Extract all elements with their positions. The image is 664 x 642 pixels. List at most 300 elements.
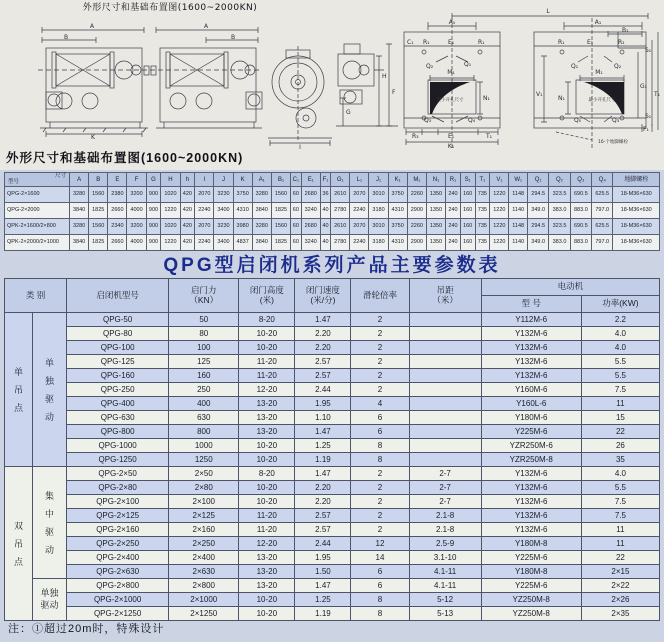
param-cell-ratio: 8 [351, 593, 409, 607]
param-cell-motor: Y225M-6 [481, 551, 581, 565]
dim-value-cell: 349.0 [527, 235, 548, 251]
param-cell-speed: 1.47 [295, 467, 351, 481]
param-cell-height: 8-20 [239, 467, 295, 481]
param-cell-motor: Y225M-6 [481, 579, 581, 593]
dim-value-cell: 735 [475, 203, 490, 219]
dim-value-cell: 3200 [127, 187, 146, 203]
dim-value-cell: 60 [291, 203, 302, 219]
param-cell-span: 5-13 [409, 607, 481, 621]
dim-value-cell: 2070 [195, 219, 214, 235]
hoist-side-view-left [40, 27, 148, 137]
param-cell-force: 160 [169, 369, 239, 383]
param-cell-ratio: 6 [351, 411, 409, 425]
dim-value-cell: 3840 [252, 235, 271, 251]
dim-column-header: R₁ [446, 173, 461, 187]
param-cell-speed: 1.47 [295, 579, 351, 593]
dim-value-cell: 1220 [490, 219, 509, 235]
param-row [5, 369, 660, 383]
param-cell-height: 11-20 [239, 369, 295, 383]
param-cell-model: QPG-2×1000 [67, 593, 169, 607]
param-cell-span: 2.1-8 [409, 523, 481, 537]
param-cell-motor: Y132M-6 [481, 509, 581, 523]
param-cell-force: 80 [169, 327, 239, 341]
dim-value-cell: 797.0 [592, 235, 613, 251]
dim-value-cell: 3400 [214, 203, 233, 219]
dim-label: Q₂ [614, 63, 622, 70]
param-cell-span [409, 327, 481, 341]
param-row [5, 411, 660, 425]
header-force [169, 279, 239, 313]
dim-value-cell: 2240 [195, 203, 214, 219]
pulley-drawing [268, 46, 332, 146]
dim-label: B₁ [622, 27, 629, 34]
param-cell-power: 4.0 [581, 341, 659, 355]
dim-column-header: B₁ [271, 173, 290, 187]
dim-value-cell: 3980 [233, 219, 252, 235]
dim-value-cell: 240 [446, 235, 461, 251]
dim-label: R₁ [423, 39, 430, 46]
dim-value-cell: 797.0 [592, 203, 613, 219]
param-cell-ratio: 2 [351, 341, 409, 355]
dim-value-cell: 3750 [388, 219, 407, 235]
dim-label: A₀ [448, 19, 456, 26]
dim-header-row [5, 173, 660, 187]
param-cell-power: 22 [581, 551, 659, 565]
dim-value-cell: 2660 [108, 235, 127, 251]
param-row [5, 397, 660, 411]
header-span-line1: 吊距 [436, 284, 454, 295]
dim-value-cell: 3180 [369, 235, 388, 251]
param-cell-motor: Y132M-6 [481, 355, 581, 369]
param-row [5, 495, 660, 509]
dim-label: A₁ [594, 19, 602, 26]
param-cell-model: QPG-2×1250 [67, 607, 169, 621]
dim-label: Q₃ [612, 117, 620, 124]
dim-value-cell: 18-M36×630 [613, 187, 660, 203]
dim-value-cell: 3200 [127, 219, 146, 235]
param-cell-speed: 2.20 [295, 327, 351, 341]
param-row [5, 593, 660, 607]
dim-label: I [299, 144, 301, 151]
dim-value-cell: 1020 [161, 219, 180, 235]
dim-value-cell: 2070 [350, 187, 369, 203]
param-cell-span [409, 425, 481, 439]
dim-column-header: Q₃ [570, 173, 591, 187]
param-cell-ratio: 2 [351, 313, 409, 327]
param-cell-power: 7.5 [581, 383, 659, 397]
dim-label: G₁ [640, 83, 648, 90]
param-cell-height: 11-20 [239, 509, 295, 523]
param-cell-force: 1250 [169, 453, 239, 467]
header-power: 功率(KW) [581, 296, 659, 313]
dim-label: B [230, 34, 236, 41]
dim-value-cell: 1140 [509, 235, 528, 251]
hoist-side-view-right [144, 27, 262, 128]
dim-column-header: J [214, 173, 233, 187]
anchor-bolts-annotation: 16-个地脚螺栓 [598, 140, 628, 145]
header-motor-group: 电动机 [481, 279, 659, 296]
dim-value-cell: 3010 [369, 219, 388, 235]
param-cell-speed: 2.20 [295, 481, 351, 495]
param-cell-span: 2.1-8 [409, 509, 481, 523]
param-cell-model: QPG-250 [67, 383, 169, 397]
param-row [5, 341, 660, 355]
dim-value-cell: 240 [446, 219, 461, 235]
dim-model-cell: QPK-2×1600/2×800 [5, 219, 70, 235]
param-cell-motor: Y160L-6 [481, 397, 581, 411]
dim-model-cell: QPG-2×1600 [5, 187, 70, 203]
header-span-unit: （米） [432, 294, 458, 305]
param-cell-model: QPG-2×250 [67, 537, 169, 551]
dim-label: E₁ [587, 39, 594, 46]
dim-column-header: M₁ [407, 173, 426, 187]
dim-value-cell: 1560 [271, 187, 290, 203]
param-cell-ratio: 8 [351, 453, 409, 467]
dim-value-cell: 323.5 [549, 187, 570, 203]
dim-corner-cell [5, 173, 70, 187]
param-cell-ratio: 2 [351, 523, 409, 537]
dim-value-cell: 294.5 [527, 219, 548, 235]
param-cell-model: QPG-2×100 [67, 495, 169, 509]
dim-column-header: B [89, 173, 108, 187]
param-cell-model: QPG-2×400 [67, 551, 169, 565]
dim-value-cell: 2260 [407, 219, 426, 235]
dim-value-cell: 735 [475, 219, 490, 235]
param-cell-height: 10-20 [239, 607, 295, 621]
dim-column-header: K₁ [388, 173, 407, 187]
dim-value-cell: 3240 [301, 235, 320, 251]
dim-value-cell: 2260 [407, 187, 426, 203]
diagram-area [0, 0, 664, 170]
header-force-line1: 启门力 [191, 284, 217, 295]
dim-value-cell: 420 [180, 235, 195, 251]
param-cell-force: 2×50 [169, 467, 239, 481]
param-cell-span: 2-7 [409, 495, 481, 509]
param-cell-height: 10-20 [239, 481, 295, 495]
dim-table-row [5, 187, 660, 203]
dim-value-cell: 3840 [70, 235, 89, 251]
dim-label: S₁ [645, 47, 652, 54]
param-cell-power: 2×35 [581, 607, 659, 621]
dim-value-cell: 2380 [108, 187, 127, 203]
dim-value-cell: 1350 [426, 235, 445, 251]
param-cell-motor: Y132M-6 [481, 369, 581, 383]
param-cell-motor: Y180M-8 [481, 537, 581, 551]
param-cell-model: QPG-1000 [67, 439, 169, 453]
param-cell-power: 11 [581, 523, 659, 537]
param-cell-model: QPG-2×80 [67, 481, 169, 495]
dim-value-cell: 60 [291, 187, 302, 203]
dim-value-cell: 60 [291, 219, 302, 235]
dim-value-cell: 3280 [70, 187, 89, 203]
param-cell-model: QPG-80 [67, 327, 169, 341]
param-cell-span: 2-7 [409, 467, 481, 481]
dim-value-cell: 420 [180, 203, 195, 219]
dim-value-cell: 1148 [509, 187, 528, 203]
dim-value-cell: 3230 [214, 187, 233, 203]
param-cell-height: 10-20 [239, 439, 295, 453]
param-cell-height: 13-20 [239, 411, 295, 425]
foundation-plan-left [404, 18, 500, 150]
param-cell-force: 400 [169, 397, 239, 411]
dim-label: Q₁ [571, 63, 579, 70]
dim-column-header: G [146, 173, 161, 187]
dim-label: G [346, 109, 351, 116]
dim-value-cell: 883.0 [570, 235, 591, 251]
category-central-drive-label: 集中驱动 [45, 490, 55, 555]
param-cell-force: 630 [169, 411, 239, 425]
param-cell-speed: 1.50 [295, 565, 351, 579]
dim-value-cell: 160 [460, 219, 475, 235]
param-row [5, 537, 660, 551]
param-cell-span [409, 453, 481, 467]
dim-value-cell: 1560 [89, 219, 108, 235]
param-cell-power: 22 [581, 425, 659, 439]
dim-column-header: Q₄ [592, 173, 613, 187]
header-height [239, 279, 295, 313]
param-cell-ratio: 2 [351, 481, 409, 495]
dim-value-cell: 4000 [127, 235, 146, 251]
param-cell-force: 2×250 [169, 537, 239, 551]
dim-label: E₁ [448, 39, 455, 46]
dim-label: S₁ [645, 113, 652, 120]
dim-label: Q₃ [424, 117, 432, 124]
param-cell-height: 10-20 [239, 453, 295, 467]
param-cell-speed: 2.57 [295, 523, 351, 537]
param-cell-span [409, 355, 481, 369]
param-row [5, 579, 660, 593]
param-cell-height: 10-20 [239, 495, 295, 509]
param-cell-model: QPG-2×125 [67, 509, 169, 523]
dim-label: R₂ [618, 39, 625, 46]
param-cell-height: 11-20 [239, 523, 295, 537]
dim-value-cell: 2680 [301, 219, 320, 235]
param-cell-height: 13-20 [239, 425, 295, 439]
param-cell-span: 3.1-10 [409, 551, 481, 565]
param-cell-power: 4.0 [581, 327, 659, 341]
category-single-drive [33, 313, 67, 467]
param-cell-ratio: 14 [351, 551, 409, 565]
dim-label: F [392, 89, 396, 96]
param-cell-force: 2×160 [169, 523, 239, 537]
header-model: 启闭机型号 [67, 279, 169, 313]
param-cell-motor: YZ250M-8 [481, 607, 581, 621]
dim-value-cell: 160 [460, 235, 475, 251]
param-cell-span: 5-12 [409, 593, 481, 607]
param-cell-speed: 1.25 [295, 593, 351, 607]
dim-value-cell: 1220 [490, 203, 509, 219]
dim-value-cell: 4837 [233, 235, 252, 251]
header-ratio: 滑轮倍率 [351, 279, 409, 313]
param-cell-speed: 2.57 [295, 369, 351, 383]
param-cell-model: QPG-2×160 [67, 523, 169, 537]
header-speed [295, 279, 351, 313]
dim-value-cell: 4310 [388, 203, 407, 219]
dim-label: F₁ [643, 126, 649, 133]
dim-value-cell: 2900 [407, 203, 426, 219]
param-cell-span [409, 341, 481, 355]
dim-column-header: C₁ [291, 173, 302, 187]
dim-column-header: K [233, 173, 252, 187]
dim-column-header: A [70, 173, 89, 187]
param-cell-motor: Y180M-6 [481, 411, 581, 425]
param-row [5, 327, 660, 341]
param-cell-motor: YZR250M-6 [481, 439, 581, 453]
param-cell-model: QPG-800 [67, 425, 169, 439]
dim-column-header: I [195, 173, 214, 187]
dim-value-cell: 3750 [388, 187, 407, 203]
param-row [5, 425, 660, 439]
param-cell-height: 12-20 [239, 537, 295, 551]
param-cell-span [409, 397, 481, 411]
param-cell-power: 35 [581, 453, 659, 467]
param-cell-motor: Y132M-6 [481, 467, 581, 481]
page-title: QPG型启闭机系列产品主要参数表 [163, 255, 501, 276]
dim-value-cell: 40 [320, 219, 330, 235]
param-cell-power: 15 [581, 411, 659, 425]
dim-value-cell: 3840 [252, 203, 271, 219]
param-cell-ratio: 8 [351, 439, 409, 453]
param-cell-model: QPG-2×50 [67, 467, 169, 481]
dim-label: Q₄ [468, 117, 476, 124]
param-cell-model: QPG-2×800 [67, 579, 169, 593]
dim-column-header: V₁ [490, 173, 509, 187]
param-cell-force: 2×400 [169, 551, 239, 565]
param-cell-force: 125 [169, 355, 239, 369]
param-cell-height: 13-20 [239, 565, 295, 579]
param-row [5, 565, 660, 579]
dim-value-cell: 2240 [350, 203, 369, 219]
dim-value-cell: 1220 [490, 235, 509, 251]
param-cell-force: 250 [169, 383, 239, 397]
dim-model-cell: QPK-2×2000/2×1000 [5, 235, 70, 251]
dim-label: E₁ [448, 133, 455, 140]
dim-column-header: Q₂ [549, 173, 570, 187]
dim-value-cell: 240 [446, 203, 461, 219]
dim-model-cell: QPG-2×2000 [5, 203, 70, 219]
param-cell-motor: YZR250M-8 [481, 453, 581, 467]
dim-value-cell: 883.0 [570, 203, 591, 219]
param-cell-model: QPG-2×630 [67, 565, 169, 579]
dim-value-cell: 2680 [301, 187, 320, 203]
param-cell-power: 2.2 [581, 313, 659, 327]
category-separate-drive-label: 单独驱动 [40, 587, 59, 610]
param-cell-force: 800 [169, 425, 239, 439]
header-motor-model: 型 号 [481, 296, 581, 313]
dim-value-cell: 900 [146, 187, 161, 203]
header-span [409, 279, 481, 313]
param-cell-height: 13-20 [239, 551, 295, 565]
dim-value-cell: 1020 [161, 187, 180, 203]
param-cell-speed: 2.57 [295, 355, 351, 369]
dim-value-cell: 1350 [426, 219, 445, 235]
dim-value-cell: 40 [320, 235, 330, 251]
param-cell-ratio: 2 [351, 495, 409, 509]
param-cell-span [409, 411, 481, 425]
dim-value-cell: 3280 [252, 219, 271, 235]
dim-label: A [203, 23, 209, 30]
dim-label: Q₀ [574, 117, 582, 124]
dim-column-header: G₁ [331, 173, 350, 187]
footnote: 注：①超过20m时，特殊设计 [8, 623, 165, 635]
dim-label: R₃ [412, 133, 419, 140]
param-cell-model: QPG-630 [67, 411, 169, 425]
param-row [5, 467, 660, 481]
dim-value-cell: 735 [475, 235, 490, 251]
param-cell-motor: Y132M-6 [481, 523, 581, 537]
dim-value-cell: 3280 [70, 219, 89, 235]
technical-drawings [0, 0, 664, 170]
param-cell-height: 8-20 [239, 313, 295, 327]
param-cell-speed: 2.20 [295, 495, 351, 509]
dim-value-cell: 2070 [350, 219, 369, 235]
dim-value-cell: 1825 [89, 235, 108, 251]
param-cell-span: 2.5-9 [409, 537, 481, 551]
dim-value-cell: 1220 [490, 187, 509, 203]
dim-label: Q₁ [464, 61, 472, 68]
parameters-table [4, 278, 660, 621]
param-cell-height: 13-20 [239, 579, 295, 593]
param-row [5, 551, 660, 565]
param-cell-motor: Y225M-6 [481, 425, 581, 439]
dim-value-cell: 160 [460, 203, 475, 219]
dim-value-cell: 1350 [426, 203, 445, 219]
dim-label: B [63, 34, 69, 41]
dim-value-cell: 1560 [89, 187, 108, 203]
overall-length-dim [452, 13, 648, 19]
dim-label: N₁ [483, 95, 490, 102]
param-row [5, 383, 660, 397]
param-cell-span: 2-7 [409, 481, 481, 495]
dim-column-header: E₁ [301, 173, 320, 187]
param-cell-power: 11 [581, 397, 659, 411]
param-cell-ratio: 2 [351, 327, 409, 341]
dim-column-header: T₁ [475, 173, 490, 187]
param-cell-span: 4.1-11 [409, 579, 481, 593]
dim-value-cell: 383.0 [549, 203, 570, 219]
param-cell-speed: 1.47 [295, 425, 351, 439]
dim-column-header: S₁ [460, 173, 475, 187]
dim-value-cell: 18-M36×630 [613, 219, 660, 235]
dim-value-cell: 2610 [331, 219, 350, 235]
param-cell-height: 13-20 [239, 397, 295, 411]
dim-value-cell: 2340 [108, 219, 127, 235]
param-cell-force: 1000 [169, 439, 239, 453]
dim-value-cell: 2900 [407, 235, 426, 251]
dim-value-cell: 2240 [195, 235, 214, 251]
param-cell-force: 2×125 [169, 509, 239, 523]
param-cell-power: 7.5 [581, 509, 659, 523]
dim-value-cell: 3010 [369, 187, 388, 203]
dim-label: A [89, 23, 95, 30]
param-cell-height: 12-20 [239, 383, 295, 397]
dim-value-cell: 3840 [70, 203, 89, 219]
param-cell-ratio: 2 [351, 467, 409, 481]
dim-value-cell: 60 [291, 235, 302, 251]
param-cell-power: 7.5 [581, 495, 659, 509]
dim-value-cell: 3240 [301, 203, 320, 219]
header-category: 类 别 [5, 279, 67, 313]
param-cell-motor: Y112M-6 [481, 313, 581, 327]
dim-value-cell: 900 [146, 203, 161, 219]
dim-value-cell: 4310 [233, 203, 252, 219]
param-row [5, 313, 660, 327]
dim-label: H [382, 73, 387, 80]
dim-value-cell: 18-M36×630 [613, 203, 660, 219]
dim-value-cell: 420 [180, 219, 195, 235]
dim-table-row [5, 235, 660, 251]
param-cell-height: 10-20 [239, 593, 295, 607]
